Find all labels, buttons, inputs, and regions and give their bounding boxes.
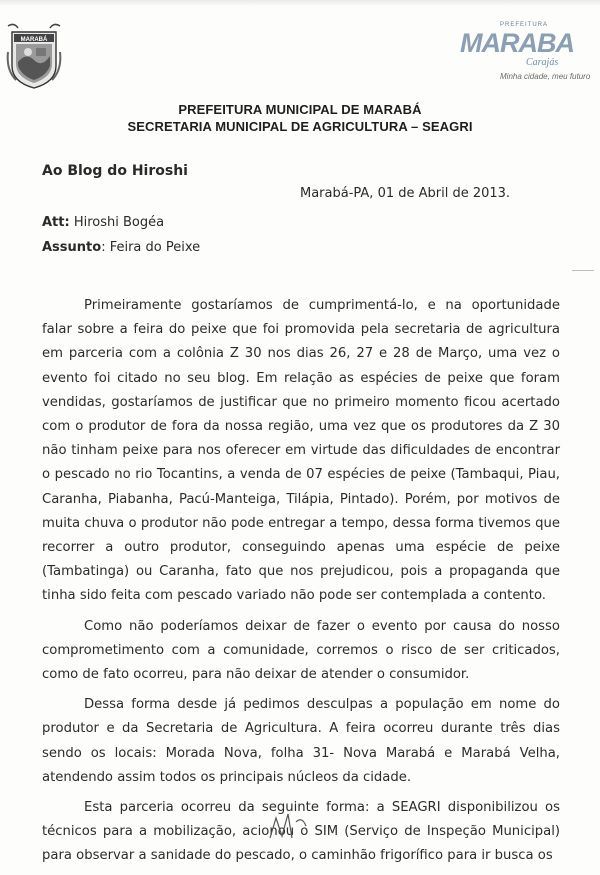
logo-name: MARABA xyxy=(460,28,574,58)
logo-prefeitura: PREFEITURA xyxy=(499,22,548,28)
att-value: Hiroshi Bogéa xyxy=(73,215,165,230)
crest-label: MARABÁ xyxy=(20,37,48,43)
att-line xyxy=(42,215,164,230)
att-label: Att: xyxy=(42,215,70,230)
assunto-label: Assunto xyxy=(42,240,102,255)
assunto-line xyxy=(42,240,200,255)
logo-slogan: Minha cidade, meu futuro xyxy=(500,72,591,81)
scan-shade xyxy=(0,0,600,6)
header-line-2: SECRETARIA MUNICIPAL DE AGRICULTURA – SEAGRI xyxy=(127,119,473,134)
maraba-logo xyxy=(460,22,591,84)
header-line-1: PREFEITURA MUNICIPAL DE MARABÁ xyxy=(178,102,422,117)
letter-body xyxy=(42,294,560,875)
recipient: Ao Blog do Hiroshi xyxy=(42,163,188,179)
paragraph-4: Esta parceria ocorreu da seguinte forma: a SEAGRI disponibilizou os técnicos para a mobilização, acionou o SIM (Serviço de Inspeção Municipal) para observar a sanidade do pescado, o caminhão frigorífico para ir busca os xyxy=(42,800,560,864)
paragraph-3: Dessa forma desde já pedimos desculpas a população em nome do produtor e da Secretaria de Agricultura. A feira ocorreu durante três dias sendo os locais: Morada Nova, folha 31- Nova Marabá e Marabá Velha, atendendo assim todos os principais núcleos da cidade. xyxy=(42,697,560,785)
paragraph-2: Como não poderíamos deixar de fazer o evento por causa do nosso comprometimento com a comunidade, corremos o risco de ser criticados, como de fato ocorreu, para não deixar de atender o consumidor. xyxy=(42,618,560,683)
logo-carajas: Carajás xyxy=(526,57,559,68)
assunto-value: : Feira do Peixe xyxy=(101,240,201,255)
scan-mark xyxy=(572,270,594,271)
paragraph-1: Primeiramente gostaríamos de cumprimentá-lo, e na oportunidade falar sobre a feira do peixe que foi promovida pela secretaria de agricultura em parceria com a colônia Z 30 nos dias 26, 27 e 28 de Março, uma vez o evento foi citado no seu blog. Em relação as espécies de peixe que foram vendidas, gostaríamos de justificar que no primeiro momento ficou acertado com o produtor de fora da nossa região, uma vez que os produtores da Z 30 não tinham peixe para nos oferecer em virtude das dificuldades de encontrar o pescado no rio Tocantins, a venda de 07 espécies de peixe (Tambaqui, Piau, Caranha, Piabanha, Pacú-Manteiga, Tilápia, Pintado). Porém, por motivos de muita chuva o produtor não pode entregar a tempo, dessa forma tivemos que recorrer a outro produtor, conseguindo apenas uma espécie de peixe (Tambatinga) ou Caranha, fato que nos prejudicou, pois a propaganda que tinha sido feita com pescado variado não pode ser contemplada a contento. xyxy=(42,298,560,604)
signature-mark-icon xyxy=(262,808,322,840)
letter-date: Marabá-PA, 01 de Abril de 2013. xyxy=(300,186,511,201)
municipal-crest-icon xyxy=(6,22,62,92)
